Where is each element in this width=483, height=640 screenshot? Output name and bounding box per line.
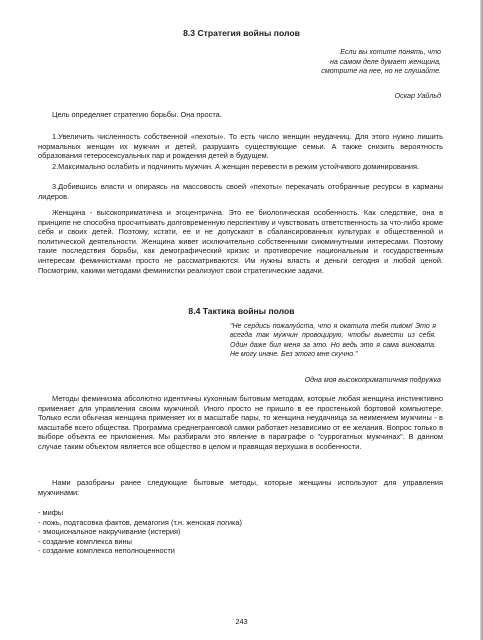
paragraph: Методы феминизма абсолютно идентичны кухонным бытовым методам, которые любая женщина инстинктивно применяет для управления своим мужчиной. Иного просто не пришло в ее простенькой бортовой компьютере. Только если обычная женщина применяет их в масштабе пары, то женщина неудачница за неимением мужчины - в масштабе всего общества. Программа среднегранговой самки работает независимо от ее желания. Вопрос только в выборе объекта ее приложения. Мы разбирали это явление в параграфе о "суррогатных мужчинах". В данном случае таким объектом является все общество в целом и правящая верхушка в особенности. bbox=[38, 394, 443, 451]
paragraph: Нами разобраны ранее следующие бытовые методы, которые женщины используют для управления мужчинами: bbox=[38, 478, 443, 497]
epigraph-author: Оскар Уайльд bbox=[394, 92, 441, 100]
list-item: - эмоциональное накручивание (истерия) bbox=[38, 527, 181, 537]
paragraph: 3.Добившись власти и опираясь на массовость своей «пехоты» перекачать отобранные ресурсы в карманы лидеров. bbox=[38, 182, 443, 201]
section-title-tactics: 8.4 Тактика войны полов bbox=[188, 306, 295, 316]
methods-list bbox=[38, 508, 242, 556]
epigraph-line: Если вы хотите понять, что bbox=[340, 48, 441, 56]
epigraph bbox=[321, 48, 441, 77]
paragraph: Цель определяет стратегию борьбы. Она проста. bbox=[52, 110, 222, 119]
epigraph-author: Одна моя высокоприматичная подружка bbox=[304, 376, 441, 384]
paragraph: 1.Увеличить численность собственной «пехоты». То есть число женщин неудачниц. Для этого нужно лишить нормальных женщин их мужчин и детей, разрушить существующие семьи. А также снизить вероятность образования гетеросексуальных пар и рождения детей в будущем. bbox=[38, 132, 443, 161]
epigraph-quote: "Не сердись пожалуйста, что я окатила тебя пивом! Это я всегда так мужчин провоцирую, чтобы вывести из себя. Один даже бил меня за это. Но ведь это я сама виновата. Не могу иначе. Без этого мне скучно." bbox=[230, 323, 436, 359]
list-item: - мифы bbox=[38, 508, 64, 517]
list-item: - создание комплекса вины bbox=[38, 536, 132, 546]
paragraph: Женщина - высокоприматична и эгоцентрична. Это ее биологическая особенность. Как следствие, она в принципе не способна просчитывать долговременную перспективу и чувствовать ответственность за что-либо кроме себя и своих детей. Поэтому, кстати, ее и не допускают в сбалансированных культурах к общественной и политической деятельности. Женщина живет исключительно собственными сиюминутными интересами. Поэтому такие последствия борьбы, как демографический кризис и противоречие национальным и государственным интересам феминистками просто не рассматриваются. Им нужны власть и деньги сегодня и любой ценой. Посмотрим, какими методами феминистки реализуют свои стратегические задачи. bbox=[38, 208, 443, 275]
page-number: 243 bbox=[235, 617, 248, 626]
epigraph-line: смотрите на нее, но не слушайте. bbox=[321, 67, 441, 76]
epigraph-line: на самом деле думает женщина, bbox=[330, 57, 441, 66]
list-item: - ложь, подтасовка фактов, демагогия (т.н. женская логика) bbox=[38, 517, 242, 527]
section-title-strategy: 8.3 Стратегия войны полов bbox=[183, 28, 300, 38]
paragraph: 2.Максимально ослабить и подчинить мужчин. А женщин перевести в режим устойчивого доминирования. bbox=[52, 162, 420, 171]
list-item: - создание комплекса неполноценности bbox=[38, 546, 175, 556]
